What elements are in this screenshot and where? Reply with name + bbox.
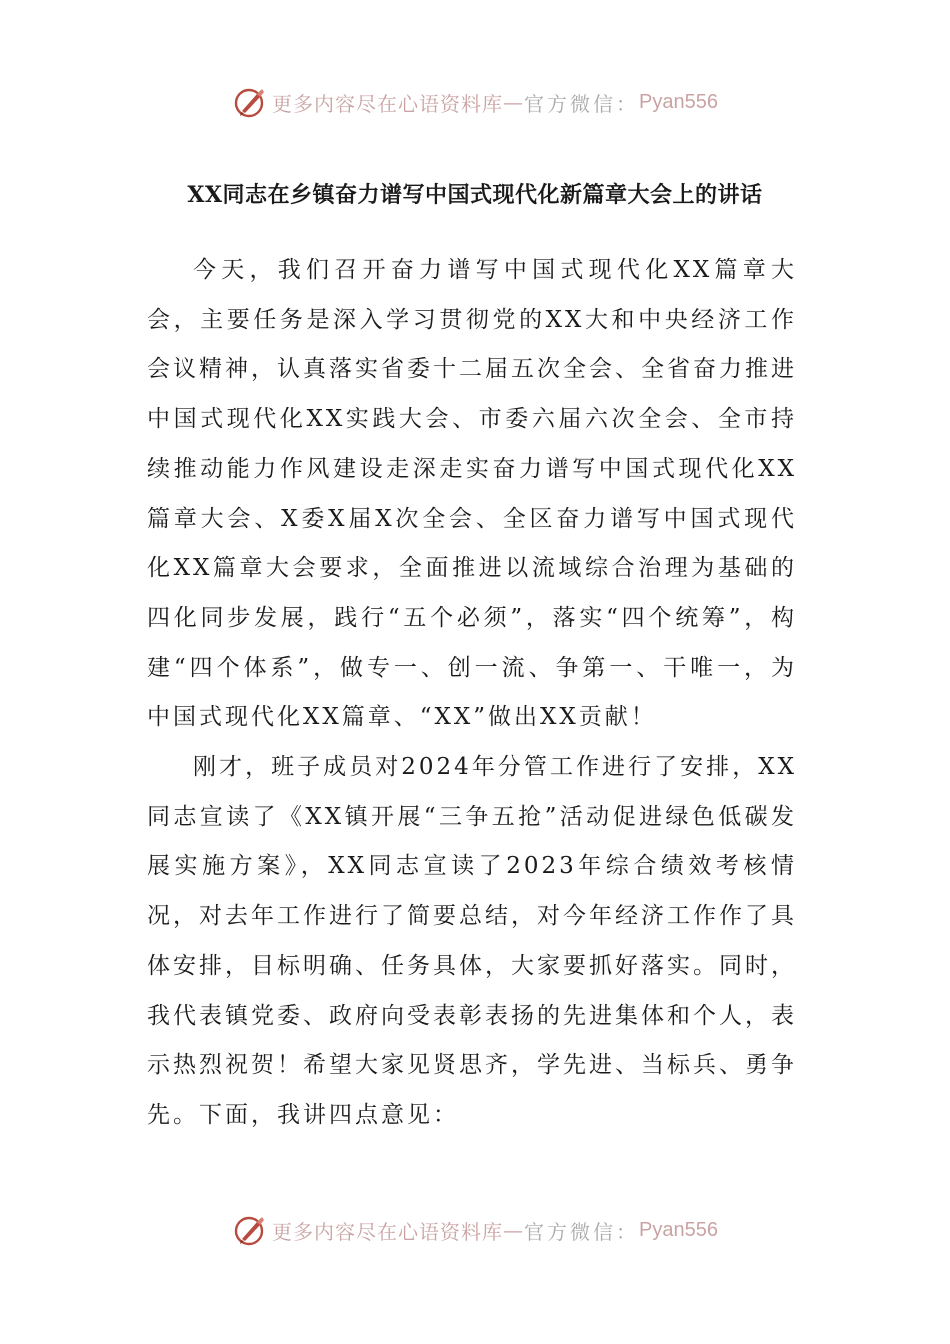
paragraph-1: 今天，我们召开奋力谱写中国式现代化XX篇章大会，主要任务是深入学习贯彻党的XX大和中央经济工作会议精神，认真落实省委十二届五次全会、全省奋力推进中国式现代化XX实践大会、市委六届六次全会、全市持续推动能力作风建设走深走实奋力谱写中国式现代化XX篇章大会、X委X届X次全会、全区奋力谱写中国式现代化XX篇章大会要求，全面推进以流域综合治理为基础的四化同步发展，践行“五个必须”，落实“四个统筹”，构建“四个体系”，做专一、创一流、争第一、干唯一，为中国式现代化XX篇章、“XX”做出XX贡献！: [147, 257, 797, 731]
header-banner: [0, 82, 950, 122]
document-body: [147, 246, 797, 1141]
banner-contact-label: 官方微信：: [524, 1219, 640, 1244]
pen-logo-icon: [232, 1212, 268, 1248]
banner-dash: —: [503, 1218, 525, 1242]
banner-wechat-id: Pyan556: [639, 1218, 718, 1241]
banner-slogan: 更多内容尽在心语资料库: [272, 1219, 504, 1244]
document-title: XX同志在乡镇奋力谱写中国式现代化新篇章大会上的讲话: [187, 182, 763, 208]
paragraph-2: 刚才，班子成员对2024年分管工作进行了安排，XX同志宣读了《XX镇开展“三争五抢”活动促进绿色低碳发展实施方案》，XX同志宣读了2023年综合绩效考核情况，对去年工作进行了简要总结，对今年经济工作作了具体安排，目标明确、任务具体，大家要抓好落实。同时，我代表镇党委、政府向受表彰表扬的先进集体和个人，表示热烈祝贺！希望大家见贤思齐，学先进、当标兵、勇争先。下面，我讲四点意见：: [147, 754, 797, 1128]
footer-banner: [0, 1210, 950, 1250]
banner-slogan: 更多内容尽在心语资料库: [272, 91, 504, 116]
banner-contact-label: 官方微信：: [524, 91, 640, 116]
banner-wechat-id: Pyan556: [639, 90, 718, 113]
pen-logo-icon: [232, 84, 268, 120]
banner-dash: —: [503, 90, 525, 114]
